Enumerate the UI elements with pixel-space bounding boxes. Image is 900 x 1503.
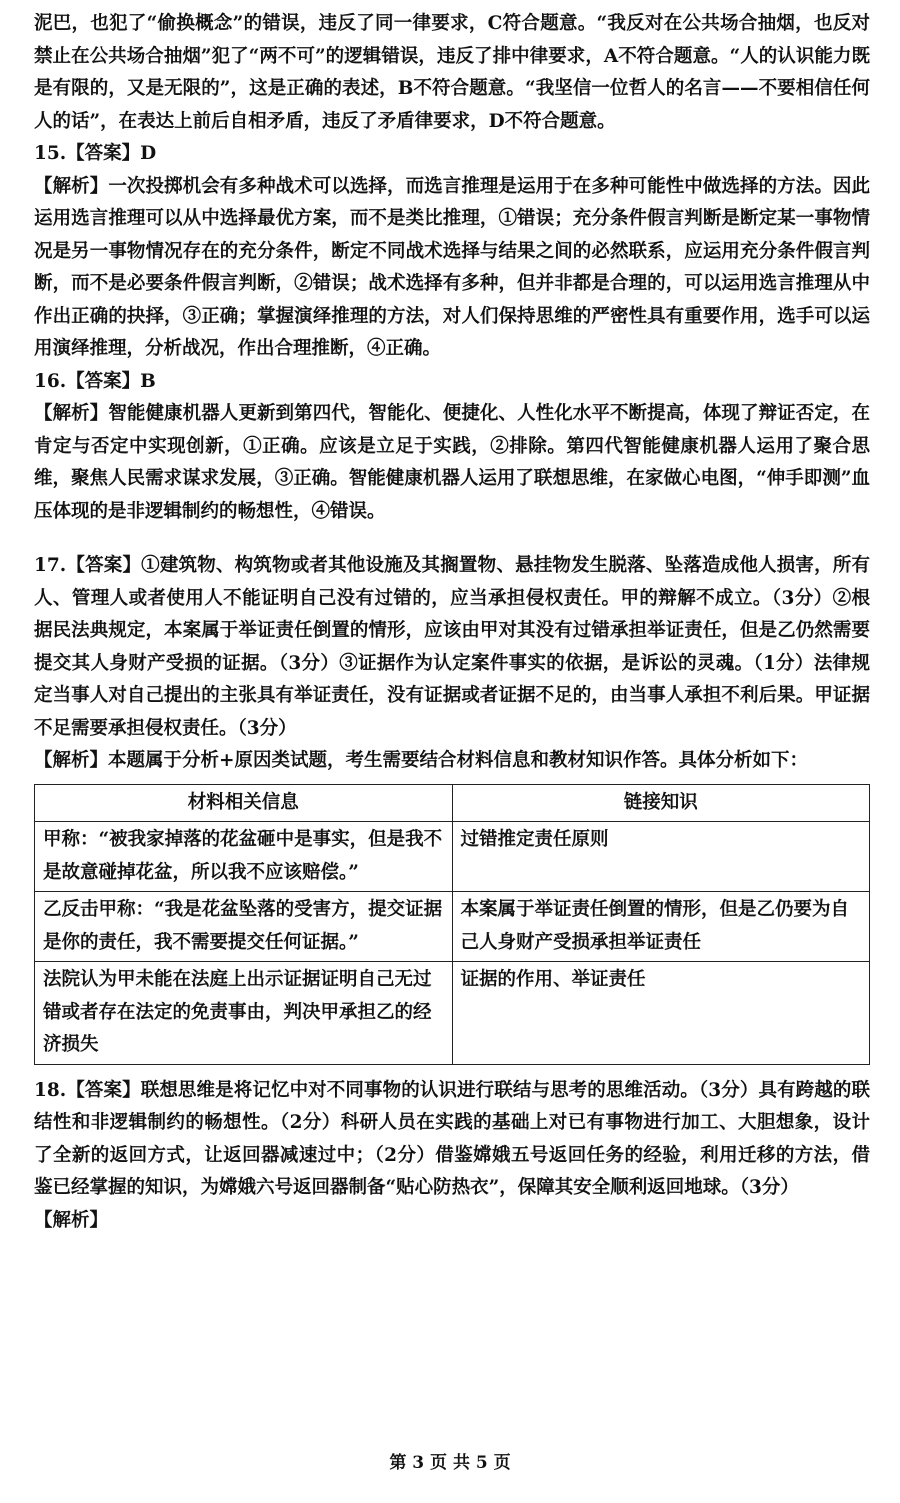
q15-answer: 15.【答案】D [34,143,157,164]
q17-answer: 17.【答案】①建筑物、构筑物或者其他设施及其搁置物、悬挂物发生脱落、坠落造成他人损害，所有人、管理人或者使用人不能证明自己没有过错的，应当承担侵权责任。甲的辩解不成立。（3分）②根据民法典规定，本案属于举证责任倒置的情形，应该由甲对其没有过错承担举证责任，但是乙仍然需要提交其人身财产受损的证据。（3分）③证据作为认定案件事实的依据，是诉讼的灵魂。（1分）法律规定当事人对自己提出的主张具有举证责任，没有证据或者证据不足的，由当事人承担不利后果。甲证据不足需要承担侵权责任。（3分） [34,555,870,739]
paragraph-continuation: 泥巴，也犯了“偷换概念”的错误，违反了同一律要求，C符合题意。“我反对在公共场合抽烟，也反对禁止在公共场合抽烟”犯了“两不可”的逻辑错误，违反了排中律要求，A不符合题意。“人的认识能力既是有限的，又是无限的”，这是正确的表述，B不符合题意。“我坚信一位哲人的名言——不要相信任何人的话”，在表达上前后自相矛盾，违反了矛盾律要求，D不符合题意。 [34,13,870,132]
table-cell: 法院认为甲未能在法庭上出示证据证明自己无过错或者存在法定的免责事由，判决甲承担乙的经济损失 [35,962,453,1065]
table-cell: 甲称：“被我家掉落的花盆砸中是事实，但是我不是故意碰掉花盆，所以我不应该赔偿。” [35,822,453,892]
page-number: 第 3 页 共 5 页 [389,1453,511,1473]
table-row [35,892,870,962]
q18-analysis: 【解析】 [34,1209,109,1231]
q16-answer: 16.【答案】B [34,370,156,392]
q18-answer: 18.【答案】联想思维是将记忆中对不同事物的认识进行联结与思考的思维活动。（3分）具有跨越的联结性和非逻辑制约的畅想性。（2分）科研人员在实践的基础上对已有事物进行加工、大胆想象，设计了全新的返回方式，让返回器减速过中；（2分）借鉴嫦娥五号返回任务的经验，利用迁移的方法，借鉴已经掌握的知识，为嫦娥六号返回器制备“贴心防热衣”，保障其安全顺利返回地球。（3分） [34,1079,870,1198]
table-cell: 过错推定责任原则 [452,822,870,892]
q15-analysis: 【解析】一次投掷机会有多种战术可以选择，而选言推理是运用于在多种可能性中做选择的方法。因此运用选言推理可以从中选择最优方案，而不是类比推理，①错误；充分条件假言判断是断定某一事物情况是另一事物情况存在的充分条件，断定不同战术选择与结果之间的必然联系，应运用充分条件假言判断，而不是必要条件假言判断，②错误；战术选择有多种，但并非都是合理的，可以运用选言推理从中作出正确的抉择，③正确；掌握演绎推理的方法，对人们保持思维的严密性具有重要作用，选手可以运用演绎推理，分析战况，作出合理推断，④正确。 [34,175,870,359]
table-header-row [35,784,870,822]
spacer [34,1065,870,1075]
document-page [34,8,870,1237]
table-cell: 证据的作用、举证责任 [452,962,870,1065]
table-header-knowledge: 链接知识 [452,784,870,822]
q17-analysis: 【解析】本题属于分析+原因类试题，考生需要结合材料信息和教材知识作答。具体分析如下： [34,750,809,771]
table-row [35,962,870,1065]
table-header-material: 材料相关信息 [35,784,453,822]
table-cell: 本案属于举证责任倒置的情形，但是乙仍要为自己人身财产受损承担举证责任 [452,892,870,962]
table-cell: 乙反击甲称：“我是花盆坠落的受害方，提交证据是你的责任，我不需要提交任何证据。” [35,892,453,962]
q16-analysis: 【解析】智能健康机器人更新到第四代，智能化、便捷化、人性化水平不断提高，体现了辩证否定，在肯定与否定中实现创新，①正确。应该是立足于实践，②排除。第四代智能健康机器人运用了聚合思维，聚焦人民需求谋求发展，③正确。智能健康机器人运用了联想思维，在家做心电图，“伸手即测”血压体现的是非逻辑制约的畅想性，④错误。 [34,403,870,522]
spacer [34,528,870,550]
table-row [35,822,870,892]
analysis-table [34,784,870,1065]
